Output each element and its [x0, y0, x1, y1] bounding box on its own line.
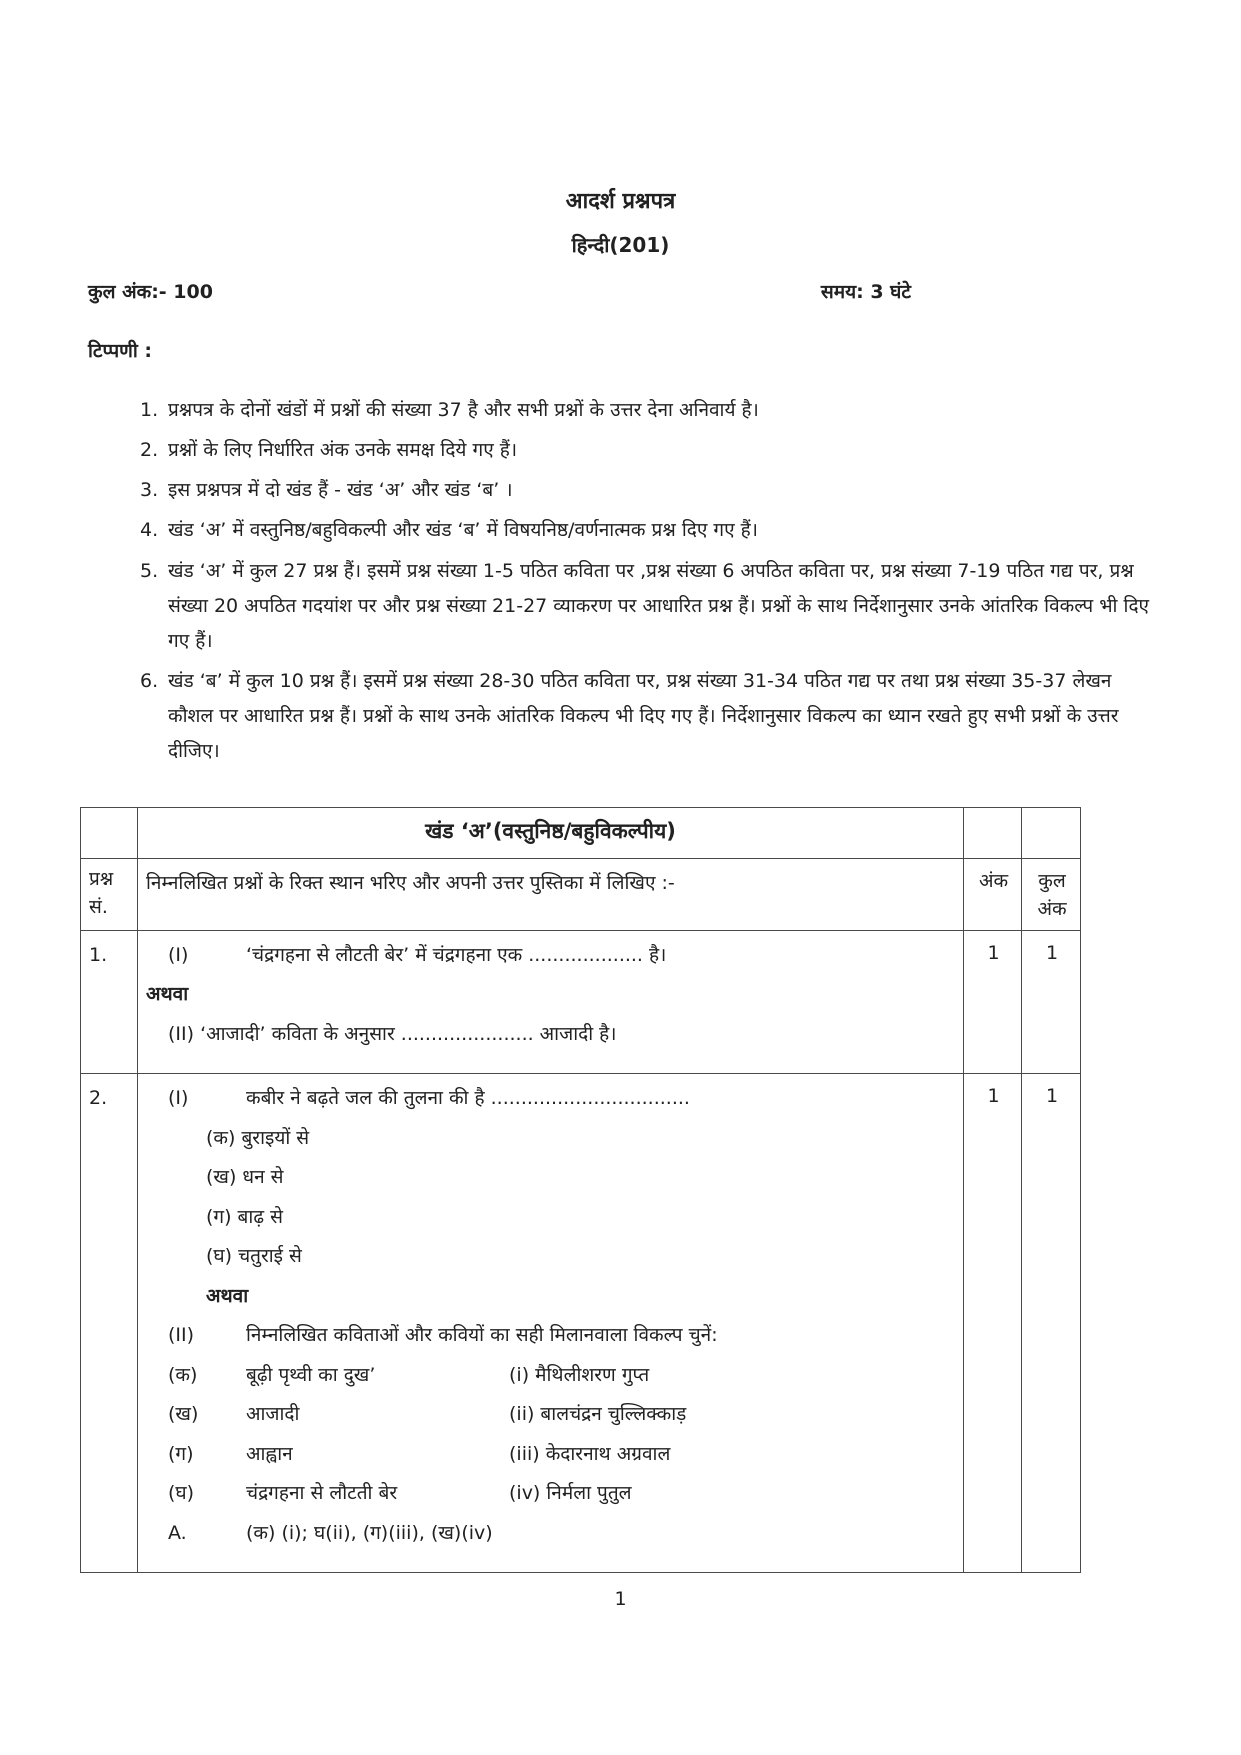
- empty-cell: [964, 808, 1022, 859]
- col-header-question-no: प्रश्न सं.: [81, 858, 138, 930]
- question-line: [146, 1020, 957, 1049]
- notes-list: [80, 393, 1161, 769]
- match-left: बूढ़ी पृथ्वी का दुख’: [246, 1363, 376, 1386]
- option-label: (I): [168, 943, 189, 966]
- match-left: चंद्रगहना से लौटती बेर: [246, 1482, 398, 1505]
- match-left: आजादी: [246, 1403, 300, 1426]
- empty-cell: [81, 808, 138, 859]
- note-number: 4.: [140, 519, 159, 542]
- note-text: खंड ‘ब’ में कुल 10 प्रश्न हैं। इसमें प्रश्न संख्या 28-30 पठित कविता पर, प्रश्न संख्या 31-34 पठित गद्य पर तथा प्रश्न संख्या 35-37 लेखन कौशल पर आधारित प्रश्न हैं। प्रश्नों के साथ उनके आंतरिक विकल्प भी दिए गए हैं। निर्देशानुसार विकल्प का ध्यान रखते हुए सभी प्रश्नों के उत्तर दीजिए।: [168, 669, 1119, 763]
- total-marks-value: 1: [1022, 1074, 1081, 1573]
- page-subtitle: हिन्दी(201): [571, 233, 670, 257]
- option-text: (क) बुराइयों से: [206, 1126, 310, 1149]
- note-item: [140, 473, 1161, 508]
- note-text: खंड ‘अ’ में वस्तुनिष्ठ/बहुविकल्पी और खंड ‘ब’ में विषयनिष्ठ/वर्णनात्मक प्रश्न दिए गए हैं।: [168, 519, 758, 542]
- option-text: (ग) बाढ़ से: [206, 1205, 283, 1228]
- page-title: आदर्श प्रश्नपत्र: [565, 189, 676, 214]
- note-number: 2.: [140, 439, 159, 462]
- option-label: (घ): [168, 1482, 195, 1505]
- question-content: [138, 1074, 964, 1573]
- question-row-1: [81, 930, 1081, 1074]
- col-header-total-marks: कुल अंक: [1022, 858, 1081, 930]
- match-right: (i) मैथिलीशरण गुप्त: [509, 1363, 650, 1386]
- option-text: (घ) चतुराई से: [206, 1245, 302, 1268]
- note-item: [140, 664, 1161, 769]
- question-text: कबीर ने बढ़ते जल की तुलना की है .................................: [246, 1087, 690, 1110]
- col-header-instruction: निम्नलिखित प्रश्नों के रिक्त स्थान भरिए और अपनी उत्तर पुस्तिका में लिखिए :-: [138, 858, 964, 930]
- total-marks-value: 1: [1022, 930, 1081, 1074]
- question-line: [146, 1084, 957, 1113]
- mcq-option: [146, 1242, 957, 1271]
- time-allowed-label: समय: 3 घंटे: [820, 281, 911, 303]
- question-number: 2.: [81, 1074, 138, 1573]
- or-text: अथवा: [146, 983, 189, 1006]
- option-text: (ख) धन से: [206, 1166, 284, 1189]
- question-row-2: [81, 1074, 1081, 1573]
- note-text: प्रश्नपत्र के दोनों खंडों में प्रश्नों की संख्या 37 है और सभी प्रश्नों के उत्तर देना अनिवार्य है।: [168, 399, 759, 421]
- question-number: 1.: [81, 930, 138, 1074]
- mcq-option: [146, 1124, 957, 1153]
- question-text: निम्नलिखित कविताओं और कवियों का सही मिलानवाला विकल्प चुनें:: [246, 1324, 718, 1347]
- meta-row: [80, 278, 1161, 307]
- marks-value: 1: [964, 1074, 1022, 1573]
- note-text: खंड ‘अ’ में कुल 27 प्रश्न हैं। इसमें प्रश्न संख्या 1-5 पठित कविता पर ,प्रश्न संख्या 6 अपठित कविता पर, प्रश्न संख्या 7-19 पठित गद्य पर, प्रश्न संख्या 20 अपठित गदयांश पर और प्रश्न संख्या 21-27 व्याकरण पर आधारित प्रश्न हैं। प्रश्नों के साथ निर्देशानुसार उनके आंतरिक विकल्प भी दिए गए हैं।: [168, 559, 1150, 652]
- note-number: 1.: [140, 399, 159, 421]
- question-content: [138, 930, 964, 1074]
- page-number: 1: [614, 1588, 627, 1611]
- or-separator: [146, 980, 957, 1009]
- mcq-option: [146, 1163, 957, 1192]
- col-header-marks: अंक: [964, 858, 1022, 930]
- match-left: आह्वान: [246, 1442, 293, 1465]
- answer-option-text: (क) (i); घ(ii), (ग)(iii), (ख)(iv): [246, 1521, 493, 1544]
- option-label: (क): [168, 1363, 198, 1386]
- section-title: खंड ‘अ’(वस्तुनिष्ठ/बहुविकल्पीय): [138, 808, 964, 859]
- question-line: [146, 1321, 957, 1350]
- question-text: ‘चंद्रगहना से लौटती बेर’ में चंद्रगहना एक ................... है।: [246, 943, 667, 966]
- option-label: (II): [168, 1324, 195, 1347]
- marks-value: 1: [964, 930, 1022, 1074]
- match-pair: [146, 1479, 957, 1508]
- or-separator: [146, 1282, 957, 1311]
- or-text: अथवा: [206, 1284, 249, 1307]
- match-right: (iii) केदारनाथ अग्रवाल: [509, 1442, 671, 1465]
- option-label: A.: [168, 1521, 187, 1544]
- note-text: प्रश्नों के लिए निर्धारित अंक उनके समक्ष दिये गए हैं।: [168, 439, 518, 462]
- match-right: (ii) बालचंद्रन चुल्लिक्काड़: [509, 1403, 687, 1426]
- note-item: [140, 393, 1161, 428]
- section-header-row: [81, 808, 1081, 859]
- option-label: (ग): [168, 1442, 194, 1465]
- note-number: 5.: [140, 559, 159, 582]
- note-number: 3.: [140, 479, 159, 502]
- note-item: [140, 554, 1161, 659]
- match-pair: [146, 1400, 957, 1429]
- match-pair: [146, 1361, 957, 1390]
- notes-heading: टिप्पणी :: [88, 339, 153, 362]
- empty-cell: [1022, 808, 1081, 859]
- match-pair: [146, 1440, 957, 1469]
- option-label: (ख): [168, 1403, 199, 1426]
- question-text: (II) ‘आजादी’ कविता के अनुसार ...................... आजादी है।: [168, 1022, 617, 1045]
- answer-option-line: [146, 1519, 957, 1548]
- note-item: [140, 433, 1161, 468]
- total-marks-label: कुल अंक:- 100: [88, 281, 213, 303]
- note-text: इस प्रश्नपत्र में दो खंड हैं - खंड ‘अ’ और खंड ‘ब’ ।: [168, 479, 513, 502]
- mcq-option: [146, 1203, 957, 1232]
- option-label: (I): [168, 1087, 189, 1110]
- question-line: [146, 941, 957, 970]
- question-table: [80, 807, 1081, 1573]
- column-header-row: [81, 858, 1081, 930]
- note-item: [140, 513, 1161, 548]
- note-number: 6.: [140, 669, 159, 692]
- match-right: (iv) निर्मला पुतुल: [509, 1482, 632, 1505]
